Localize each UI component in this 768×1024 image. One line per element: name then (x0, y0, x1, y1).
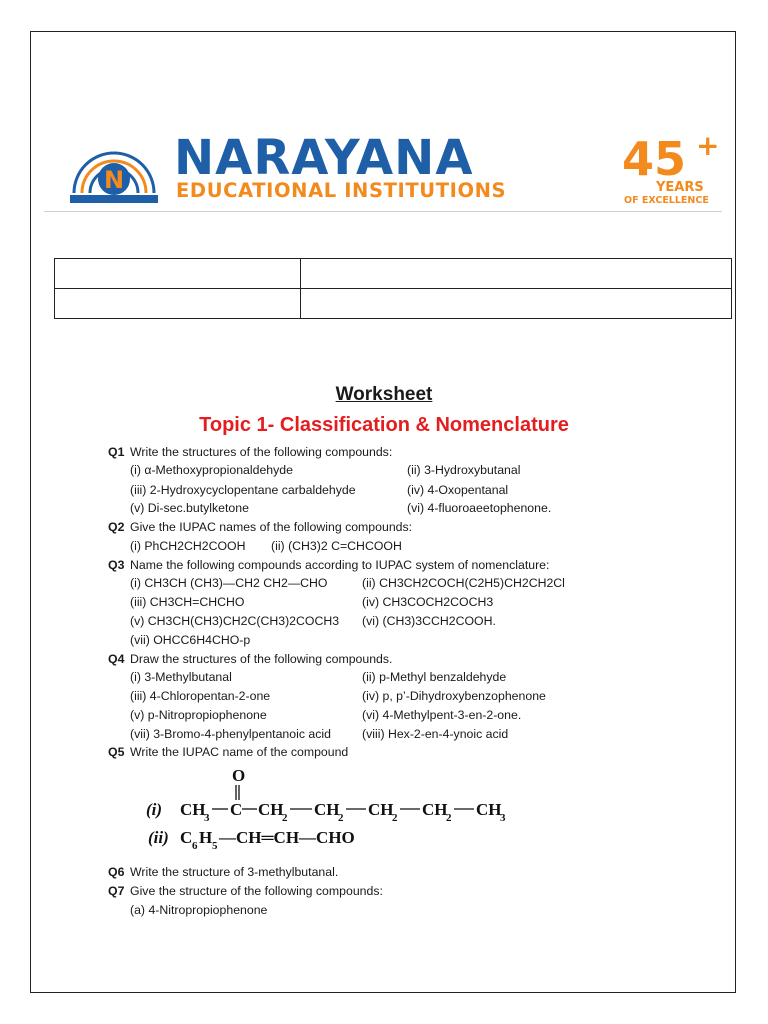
question-item: (vii) OHCC6H4CHO-p (130, 633, 251, 647)
question-item: (iv) CH3COCH2COCH3 (362, 595, 494, 609)
worksheet-title: Worksheet (335, 384, 433, 405)
question-item: (ii) 3-Hydroxybutanal (407, 463, 521, 477)
formula-i-subscript: 3 (204, 812, 210, 824)
emblem-letter: N (103, 166, 125, 194)
info-row (55, 289, 732, 319)
question-item: (ii) CH3CH2COCH(C2H5)CH2CH2Cl (362, 576, 565, 590)
question-item: (viii) Hex-2-en-4-ynoic acid (362, 727, 509, 741)
q5-structural-formulas (140, 763, 520, 853)
years-of-excellence-badge (620, 131, 720, 205)
question-text: Draw the structures of the following compounds. (130, 652, 393, 666)
question-item: (iii) 2-Hydroxycyclopentane carbaldehyde (130, 483, 356, 497)
formula-i-oxygen: O (232, 766, 246, 785)
question-item: (v) p-Nitropropiophenone (130, 708, 267, 722)
question-item: (vii) 3-Bromo-4-phenylpentanoic acid (130, 727, 331, 741)
narayana-emblem-logo (66, 133, 162, 205)
formula-i-group: CH (422, 800, 448, 819)
student-info-table (54, 258, 732, 319)
info-cell (301, 259, 732, 289)
formula-i-group: CH (368, 800, 394, 819)
formula-ii-right: —CH═CH—CHO (219, 828, 355, 847)
question-number: Q5 (108, 745, 125, 759)
question-number: Q7 (108, 884, 125, 898)
question-item: (ii) (CH3)2 C=CHCOOH (271, 539, 402, 553)
question-text: Name the following compounds according to IUPAC system of nomenclature: (130, 558, 550, 572)
formula-ii-subscript: 6 (192, 840, 198, 852)
question-item: (vi) (CH3)3CCH2COOH. (362, 614, 496, 628)
question-item: (vi) 4-Methylpent-3-en-2-one. (362, 708, 522, 722)
formula-i-subscript: 3 (500, 812, 506, 824)
question-text: Write the structure of 3-methylbutanal. (130, 865, 339, 879)
formula-i-subscript: 2 (392, 812, 398, 824)
question-number: Q3 (108, 558, 125, 572)
question-number: Q1 (108, 445, 125, 459)
question-text: Give the structure of the following compounds: (130, 884, 383, 898)
question-item: (a) 4-Nitropropiophenone (130, 903, 268, 917)
question-item: (ii) p-Methyl benzaldehyde (362, 670, 507, 684)
brand-subtitle: EDUCATIONAL INSTITUTIONS (176, 179, 507, 202)
badge-number: 45 (622, 132, 687, 186)
header-divider (44, 211, 722, 212)
formula-i-subscript: 2 (282, 812, 288, 824)
worksheet-topic: Topic 1- Classification & Nomenclature (199, 414, 569, 436)
question-text: Write the IUPAC name of the compound (130, 745, 349, 759)
formula-i-group: CH (258, 800, 284, 819)
question-text: Write the structures of the following compounds: (130, 445, 393, 459)
question-item: (i) PhCH2CH2COOH (130, 539, 246, 553)
question-number: Q6 (108, 865, 125, 879)
question-item: (i) CH3CH (CH3)—CH2 CH2—CHO (130, 576, 328, 590)
badge-excellence: OF EXCELLENCE (624, 195, 709, 205)
badge-plus: + (696, 131, 720, 162)
formula-i-carbon: C (230, 800, 243, 819)
formula-ii-label: (ii) (148, 828, 169, 847)
formula-ii-left: C (180, 828, 193, 847)
question-number: Q2 (108, 520, 125, 534)
question-item: (i) 3-Methylbutanal (130, 670, 232, 684)
question-text: Give the IUPAC names of the following compounds: (130, 520, 413, 534)
formula-i-group: CH (314, 800, 340, 819)
info-cell (55, 289, 301, 319)
badge-years: YEARS (656, 180, 704, 195)
formula-ii-subscript: 5 (212, 840, 218, 852)
question-item: (iv) p, p’-Dihydroxybenzophenone (362, 689, 546, 703)
info-cell (301, 289, 732, 319)
formula-i-subscript: 2 (338, 812, 344, 824)
question-number: Q4 (108, 652, 125, 666)
question-item: (v) CH3CH(CH3)CH2C(CH3)2COCH3 (130, 614, 340, 628)
question-item: (i) α-Methoxypropionaldehyde (130, 463, 293, 477)
info-cell (55, 259, 301, 289)
brand-name: NARAYANA (174, 130, 474, 186)
formula-i-group: CH (476, 800, 502, 819)
question-item: (iv) 4-Oxopentanal (407, 483, 509, 497)
formula-i-label: (i) (146, 800, 163, 819)
formula-ii-mid: H (199, 828, 213, 847)
question-item: (iii) 4-Chloropentan-2-one (130, 689, 271, 703)
question-item: (v) Di-sec.butylketone (130, 501, 249, 515)
question-item: (vi) 4-fluoroaeetophenone. (407, 501, 552, 515)
question-item: (iii) CH3CH=CHCHO (130, 595, 245, 609)
info-row (55, 259, 732, 289)
formula-i-group: CH (180, 800, 206, 819)
formula-i-subscript: 2 (446, 812, 452, 824)
